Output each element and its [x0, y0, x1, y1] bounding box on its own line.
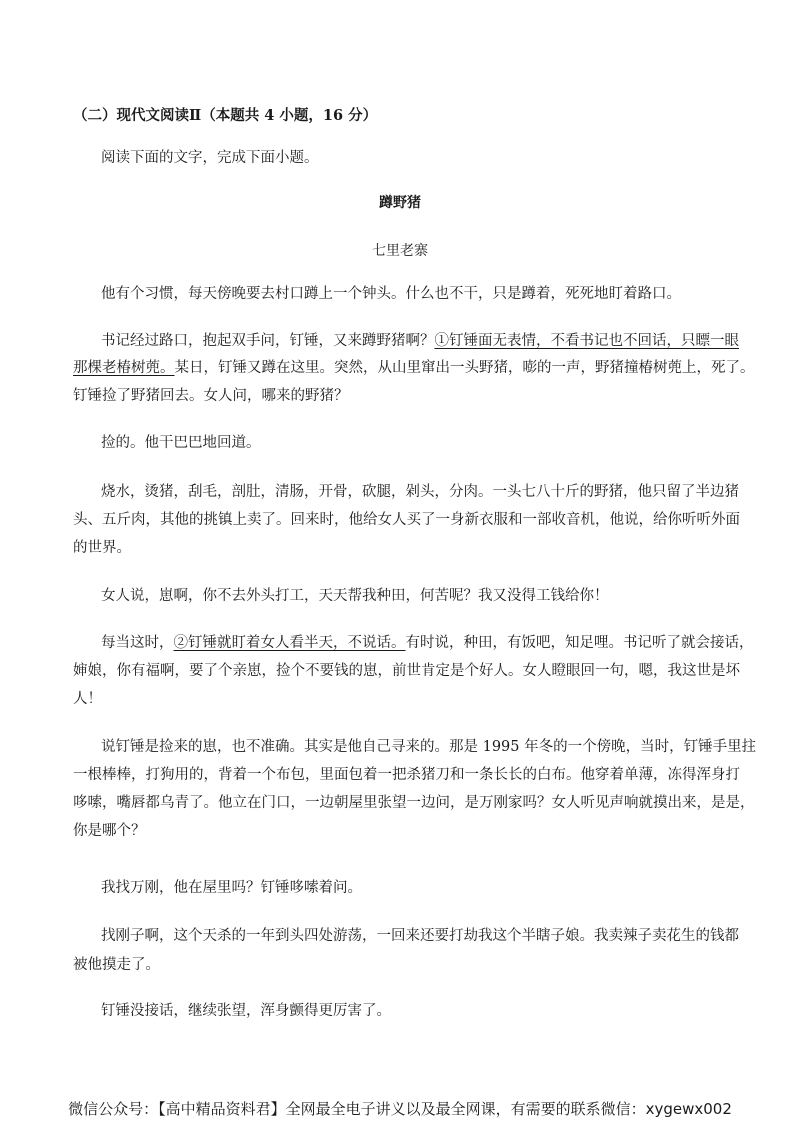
- paragraph-4-line-2: 头、五斤肉，其他的挑镇上卖了。回来时，他给女人买了一身新衣服和一部收音机，他说，给你听听外面: [73, 512, 740, 528]
- instruction-text: 阅读下面的文字，完成下面小题。: [101, 150, 319, 166]
- article-title: 蹲野猪: [379, 195, 421, 211]
- paragraph-2-line-1: [101, 331, 739, 351]
- paragraph-7-line-2: 一根棒棒，打狗用的，背着一个布包，里面包着一把杀猪刀和一条长长的白布。他穿着单薄，冻得浑身打: [73, 767, 740, 783]
- paragraph-7-line-4: 你是哪个？: [73, 823, 146, 839]
- paragraph-6-line-3: 人！: [73, 691, 102, 707]
- underlined-sentence-1: ①钉锤面无表情，不看书记也不回话，只瞟一眼: [434, 333, 739, 349]
- paragraph-2-text: 书记经过路口，抱起双手问，钉锤，又来蹲野猪啊？: [101, 333, 435, 349]
- paragraph-1: 他有个习惯，每天傍晚要去村口蹲上一个钟头。什么也不干，只是蹲着，死死地盯着路口。: [101, 286, 681, 302]
- paragraph-6-text: 每当这时，: [101, 635, 174, 651]
- section-heading: （二）现代文阅读Ⅱ（本题共 4 小题，16 分）: [73, 107, 378, 124]
- paragraph-7-line-1: 说钉锤是捡来的崽，也不准确。其实是他自己寻来的。那是 1995 年冬的一个傍晚，当时，钉锤手里拄: [101, 739, 757, 755]
- underlined-sentence-1-cont: 那棵老椿树蔸。: [73, 360, 175, 376]
- paragraph-4-line-1: 烧水，烫猪，刮毛，剖肚，清肠，开骨，砍腿，剁头，分肉。一头七八十斤的野猪，他只留了半边猪: [101, 484, 739, 500]
- paragraph-6-line-1: [101, 633, 754, 653]
- article-author: 七里老寨: [372, 243, 428, 259]
- paragraph-3: 捡的。他干巴巴地回道。: [101, 435, 261, 451]
- paragraph-4-line-3: 的世界。: [73, 540, 131, 556]
- paragraph-6-text-cont: 有时说，种田，有饭吧，知足哩。书记听了就会接话，: [405, 635, 754, 651]
- paragraph-2-line-2: [73, 358, 755, 378]
- paragraph-10: 钉锤没接话，继续张望，浑身颤得更厉害了。: [101, 1003, 391, 1019]
- paragraph-7-line-3: 哆嗦，嘴唇都乌青了。他立在门口，一边朝屋里张望一边问，是万刚家吗？女人听见声响就摸出来，是是，: [73, 795, 755, 811]
- paragraph-2-text-cont: 某日，钉锤又蹲在这里。突然，从山里窜出一头野猪，嘭的一声，野猪撞椿树蔸上，死了。: [174, 360, 755, 376]
- paragraph-9-line-2: 被他摸走了。: [73, 957, 160, 973]
- paragraph-8: 我找万刚，他在屋里吗？钉锤哆嗦着问。: [101, 880, 362, 896]
- paragraph-2-line-3: 钉锤捡了野猪回去。女人问，哪来的野猪？: [73, 388, 349, 404]
- paragraph-6-line-2: 婶娘，你有福啊，要了个亲崽，捡个不要钱的崽，前世肯定是个好人。女人瞪眼回一句，嗯，我这世是坏: [73, 663, 740, 679]
- paragraph-5: 女人说，崽啊，你不去外头打工，天天帮我种田，何苦呢？我又没得工钱给你！: [101, 588, 609, 604]
- underlined-sentence-2: ②钉锤就盯着女人看半天，不说话。: [173, 635, 406, 651]
- paragraph-9-line-1: 找刚子啊，这个天杀的一年到头四处游荡，一回来还要打劫我这个半瞎子娘。我卖辣子卖花生的钱都: [101, 928, 739, 944]
- footer-watermark: 微信公众号：【高中精品资料君】全网最全电子讲义以及最全网课，有需要的联系微信：xygewx002: [68, 1100, 732, 1118]
